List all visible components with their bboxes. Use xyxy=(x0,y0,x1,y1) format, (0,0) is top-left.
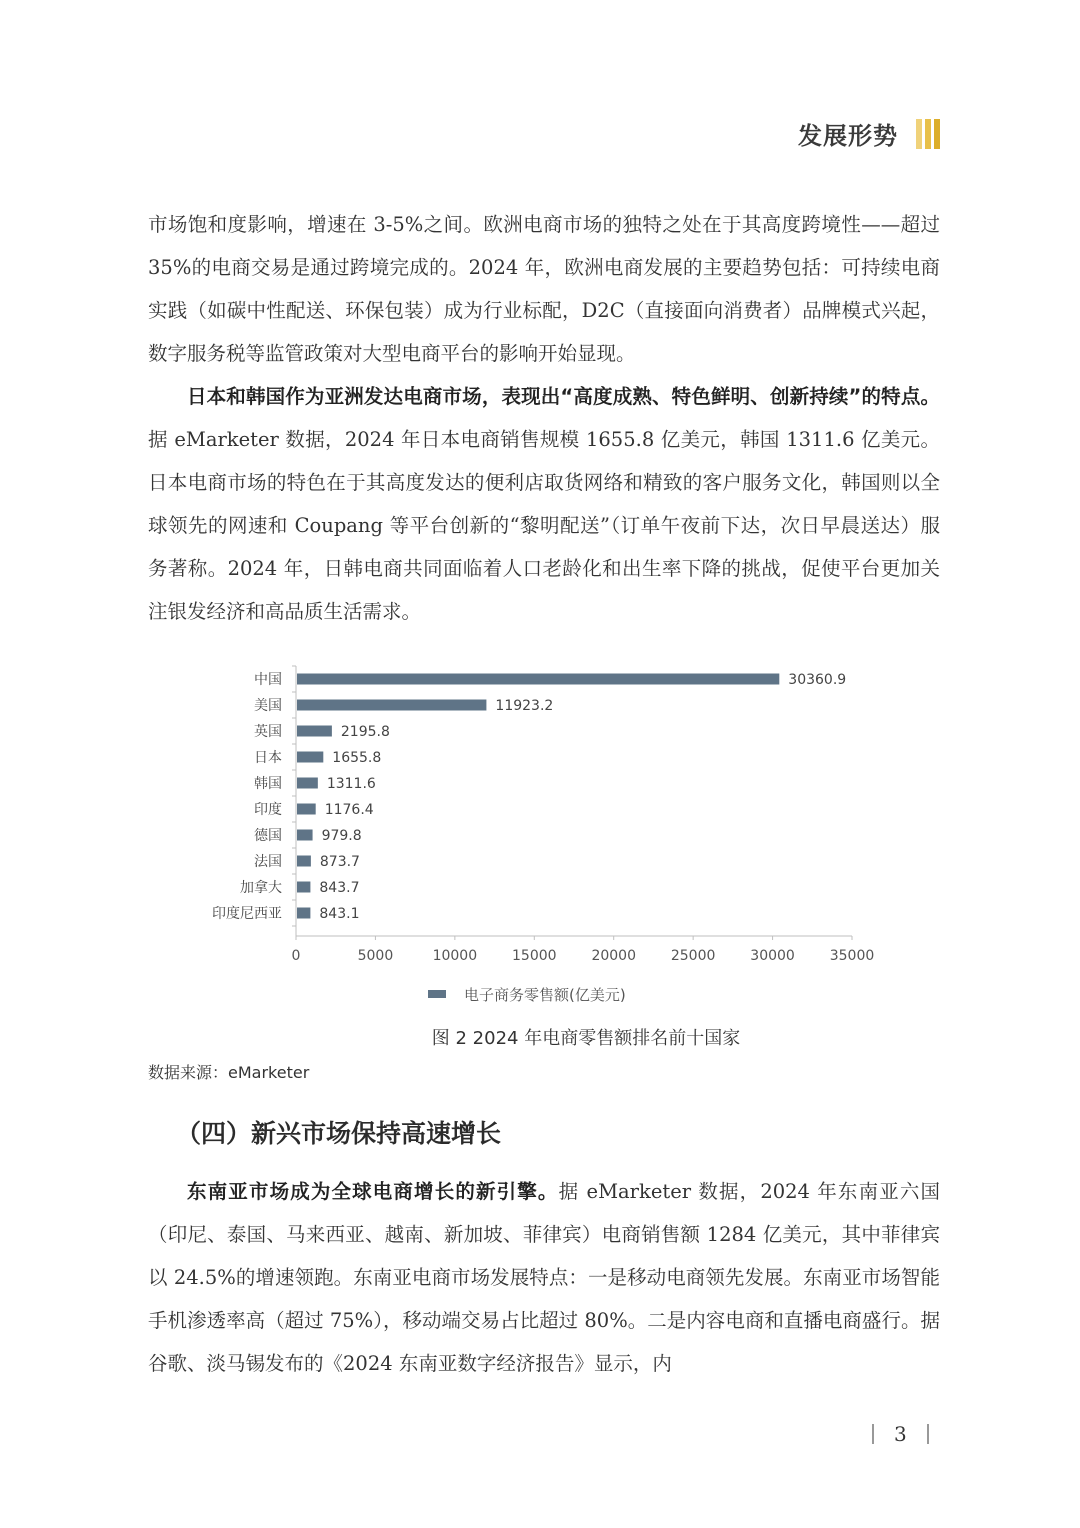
x-tick-label: 30000 xyxy=(750,948,795,964)
bar-value-label: 1176.4 xyxy=(324,802,374,818)
bar-value-label: 979.8 xyxy=(321,828,362,844)
bar xyxy=(297,882,310,893)
page-header xyxy=(798,116,940,151)
bar-chart-svg xyxy=(170,656,890,1006)
paragraph-japan-korea-text: 据 eMarketer 数据，2024 年日本电商销售规模 1655.8 亿美元，韩国 1311.6 亿美元。日本电商市场的特色在于其高度发达的便利店取货网络和精致的客户服务文化，韩国则以全球领先的网速和 Coupang 等平台创新的“黎明配送”（订单午夜前下达，次日早晨送达）服务著称。2024 年，日韩电商共同面临着人口老龄化和出生率下降的挑战，促使平台更加关注银发经济和高品质生活需求。 xyxy=(148,428,940,623)
paragraph-southeast-asia-text: 据 eMarketer 数据，2024 年东南亚六国（印尼、泰国、马来西亚、越南、新加坡、菲律宾）电商销售额 1284 亿美元，其中菲律宾以 24.5%的增速领跑。东南亚电商市场发展特点：一是移动电商领先发展。东南亚市场智能手机渗透率高（超过 75%），移动端交易占比超过 80%。二是内容电商和直播电商盛行。据谷歌、淡马锡发布的《2024 东南亚数字经济报告》显示，内 xyxy=(148,1180,940,1375)
bar-value-label: 30360.9 xyxy=(788,672,847,688)
bar xyxy=(297,726,332,737)
paragraph-europe xyxy=(148,203,940,375)
x-tick-label: 10000 xyxy=(432,948,478,964)
y-category-label: 韩国 xyxy=(254,776,282,792)
x-tick-label: 15000 xyxy=(512,948,557,964)
x-tick-label: 0 xyxy=(291,948,301,964)
bar-value-label: 11923.2 xyxy=(495,698,554,714)
header-bar-1 xyxy=(916,119,922,149)
legend-label: 电子商务零售额(亿美元) xyxy=(464,986,626,1004)
bar xyxy=(297,674,779,685)
header-bar-3 xyxy=(934,119,940,149)
footer-rule-left xyxy=(872,1424,874,1444)
paragraph-southeast-asia xyxy=(148,1170,940,1385)
y-category-label: 中国 xyxy=(254,672,282,688)
x-tick-label: 25000 xyxy=(670,948,716,964)
y-category-label: 德国 xyxy=(254,828,282,844)
header-title: 发展形势 xyxy=(798,122,898,150)
y-category-label: 美国 xyxy=(254,698,282,714)
bar-value-label: 2195.8 xyxy=(340,724,390,740)
footer-rule-right xyxy=(927,1424,929,1444)
y-category-label: 日本 xyxy=(254,750,282,766)
x-tick-label: 5000 xyxy=(357,948,394,964)
bar xyxy=(297,778,318,789)
bar-value-label: 843.7 xyxy=(319,880,360,896)
y-category-label: 印度尼西亚 xyxy=(212,906,282,922)
bar xyxy=(297,752,323,763)
page-footer xyxy=(872,1422,929,1446)
figure-caption xyxy=(0,1024,1080,1050)
x-tick-label: 20000 xyxy=(591,948,636,964)
bar-value-label: 1311.6 xyxy=(326,776,376,792)
bar xyxy=(297,856,311,867)
paragraph-europe-text: 市场饱和度影响，增速在 3-5%之间。欧洲电商市场的独特之处在于其高度跨境性——超过 35%的电商交易是通过跨境完成的。2024 年，欧洲电商发展的主要趋势包括：可持续电商实践（如碳中性配送、环保包装）成为行业标配，D2C（直接面向消费者）品牌模式兴起，数字服务税等监管政策对大型电商平台的影响开始显现。 xyxy=(148,213,940,365)
figure-caption-text: 图 2 2024 年电商零售额排名前十国家 xyxy=(431,1028,741,1049)
paragraph-japan-korea-lead: 日本和韩国作为亚洲发达电商市场，表现出“高度成熟、特色鲜明、创新持续”的特点。 xyxy=(187,385,940,408)
paragraph-southeast-asia-lead: 东南亚市场成为全球电商增长的新引擎。 xyxy=(187,1180,559,1203)
y-category-label: 印度 xyxy=(254,802,282,818)
bar-value-label: 1655.8 xyxy=(332,750,382,766)
bar-value-label: 843.1 xyxy=(319,906,360,922)
paragraph-japan-korea xyxy=(148,375,940,633)
y-category-label: 加拿大 xyxy=(240,880,282,896)
header-bar-2 xyxy=(925,119,931,149)
bar-chart xyxy=(170,656,890,1006)
bar xyxy=(297,700,486,711)
section-heading: （四）新兴市场保持高速增长 xyxy=(176,1119,502,1148)
page-number: 3 xyxy=(894,1422,907,1446)
bar xyxy=(297,908,310,919)
figure-source: 数据来源：eMarketer xyxy=(148,1063,310,1082)
legend-swatch xyxy=(428,990,446,998)
bar xyxy=(297,830,313,841)
y-category-label: 英国 xyxy=(254,724,282,740)
bar-value-label: 873.7 xyxy=(319,854,360,870)
y-category-label: 法国 xyxy=(254,854,282,870)
header-bars-icon xyxy=(916,119,940,149)
bar xyxy=(297,804,316,815)
x-tick-label: 35000 xyxy=(829,948,875,964)
